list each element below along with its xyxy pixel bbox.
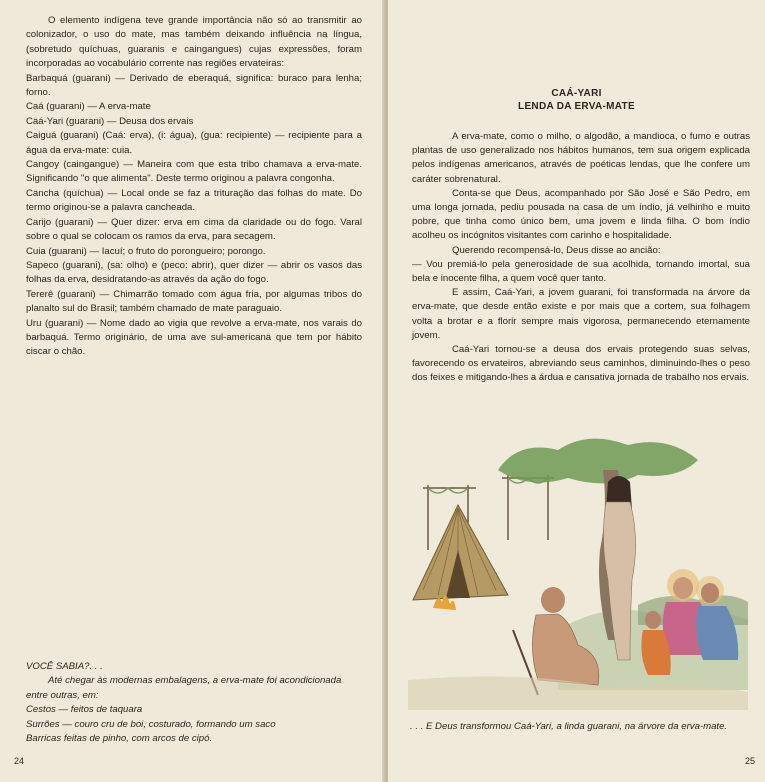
voce-sabia-item: Barricas feitas de pinho, com arcos de cipó. bbox=[26, 733, 213, 745]
legend-paragraph: Conta-se que Deus, acompanhado por São José e São Pedro, em uma longa jornada, pediu pousada na casa de um índio, já velhinho e muito pobre, que tinha como único bem, uma jovem e linda filha. O bom índio acolheu os incógnitos visitantes com carinho e hospitalidade. bbox=[412, 187, 750, 242]
legend-illustration bbox=[408, 430, 748, 710]
legend-text bbox=[412, 130, 750, 386]
glossary-entry: Cancha (quíchua) — Local onde se faz a trituração das folhas do mate. Do termo originou-se a palavra cancheada. bbox=[26, 187, 362, 214]
illustration-caption: . . . E Deus transformou Caá-Yari, a linda guarani, na árvore da erva-mate. bbox=[410, 721, 728, 732]
voce-sabia-intro: Até chegar às modernas embalagens, a erva-mate foi acondicionada entre outras, em: bbox=[26, 675, 342, 701]
legend-title: CAÁ-YARI bbox=[551, 88, 602, 99]
visitor-head bbox=[673, 577, 693, 599]
visitor-head-2 bbox=[701, 583, 719, 603]
legend-paragraph: Querendo recompensá-lo, Deus disse ao ancião: bbox=[452, 244, 661, 256]
glossary-text bbox=[26, 14, 362, 360]
mate-tree-canopy bbox=[498, 439, 698, 484]
right-page bbox=[388, 0, 765, 782]
glossary-entry: Cuia (guarani) — Iacuí; o fruto do porongueiro; porongo. bbox=[26, 245, 266, 257]
legend-subtitle: LENDA DA ERVA-MATE bbox=[518, 101, 635, 112]
glossary-entry: Carijo (guarani) — Quer dizer: erva em cima da claridade ou do fogo. Varal sobre o qual se colocam os ramos da erva, para secagem. bbox=[26, 216, 362, 243]
glossary-entry: Barbaquá (guarani) — Derivado de eberaquá, significa: buraco para lenha; forno. bbox=[26, 72, 362, 99]
voce-sabia-heading: VOCÊ SABIA?. . . bbox=[26, 661, 103, 672]
glossary-entry: Caá (guarani) — A erva-mate bbox=[26, 101, 151, 113]
page-number-left: 24 bbox=[14, 756, 25, 766]
voce-sabia-item: Cestos — feitos de taquara bbox=[26, 704, 143, 716]
legend-paragraph: — Vou premiá-lo pela generosidade de sua acolhida, tornando imortal, sua bela e inocente filha, a quem você quer tanto. bbox=[412, 258, 750, 285]
visitor-head-3 bbox=[645, 611, 661, 629]
voce-sabia-box bbox=[26, 660, 364, 746]
voce-sabia-item: Surrões — couro cru de boi, costurado, formando um saco bbox=[26, 718, 276, 730]
legend-paragraph: A erva-mate, como o milho, o algodão, a mandioca, o fumo e outras plantas de uso generalizado nos hábitos humanos, tem sua origem explicada pelos indígenas americanos, através de poéticas lendas, que lhe confere um caráter sobrenatural. bbox=[412, 131, 750, 185]
glossary-entry: Tererê (guarani) — Chimarrão tomado com água fria, por algumas tribos do planalto sul do Brasil; também chamado de mate paraguaio. bbox=[26, 288, 362, 315]
glossary-entry: Uru (guarani) — Nome dado ao vigia que revolve a erva-mate, nos varais do barbaquá. Termo originário, de uma ave sul-americana que tem por hábito ciscar o chão. bbox=[26, 317, 362, 358]
legend-paragraph: E assim, Caá-Yari, a jovem guarani, foi transformada na árvore da erva-mate, que desde então existe e por mais que a cortem, sua folhagem volta a brotar e a florir sempre mais vigorosa, permanecendo eternamente jovem. bbox=[412, 287, 750, 341]
glossary-entry: Sapeco (guarani), (sa: olho) e (peco: abrir), quer dizer — abrir os vasos das folhas da erva, desidratando-as através da ação do fogo. bbox=[26, 259, 362, 286]
legend-paragraph: Caá-Yari tornou-se a deusa dos ervais protegendo suas selvas, favorecendo os ervateiros, abreviando seus caminhos, diminuindo-lhes o peso dos feixes e mitigando-lhes a árdua e cansativa jornada de trabalho nos ervais. bbox=[412, 344, 750, 384]
intro-paragraph: O elemento indígena teve grande importância não só ao transmitir ao colonizador, o uso do mate, mas também deixando influência na língua, (sobretudo quíchuas, guaranis e caingangues) cujas expressões, foram incorporadas ao vocabulário corrente nas regiões ervateiras: bbox=[26, 15, 362, 70]
old-man-head bbox=[541, 587, 565, 613]
glossary-entry: Caá-Yari (guarani) — Deusa dos ervais bbox=[26, 115, 194, 127]
glossary-entry: Caiguá (guarani) (Caá: erva), (i: água), (gua: recipiente) — recipiente para a água da erva-mate: cuia. bbox=[26, 130, 362, 156]
page-number-right: 25 bbox=[744, 756, 755, 766]
glossary-entry: Cangoy (caingangue) — Maneira com que esta tribo chamava a erva-mate. Significando "o que alimenta". Deste termo originou a palavra congonha. bbox=[26, 159, 362, 185]
